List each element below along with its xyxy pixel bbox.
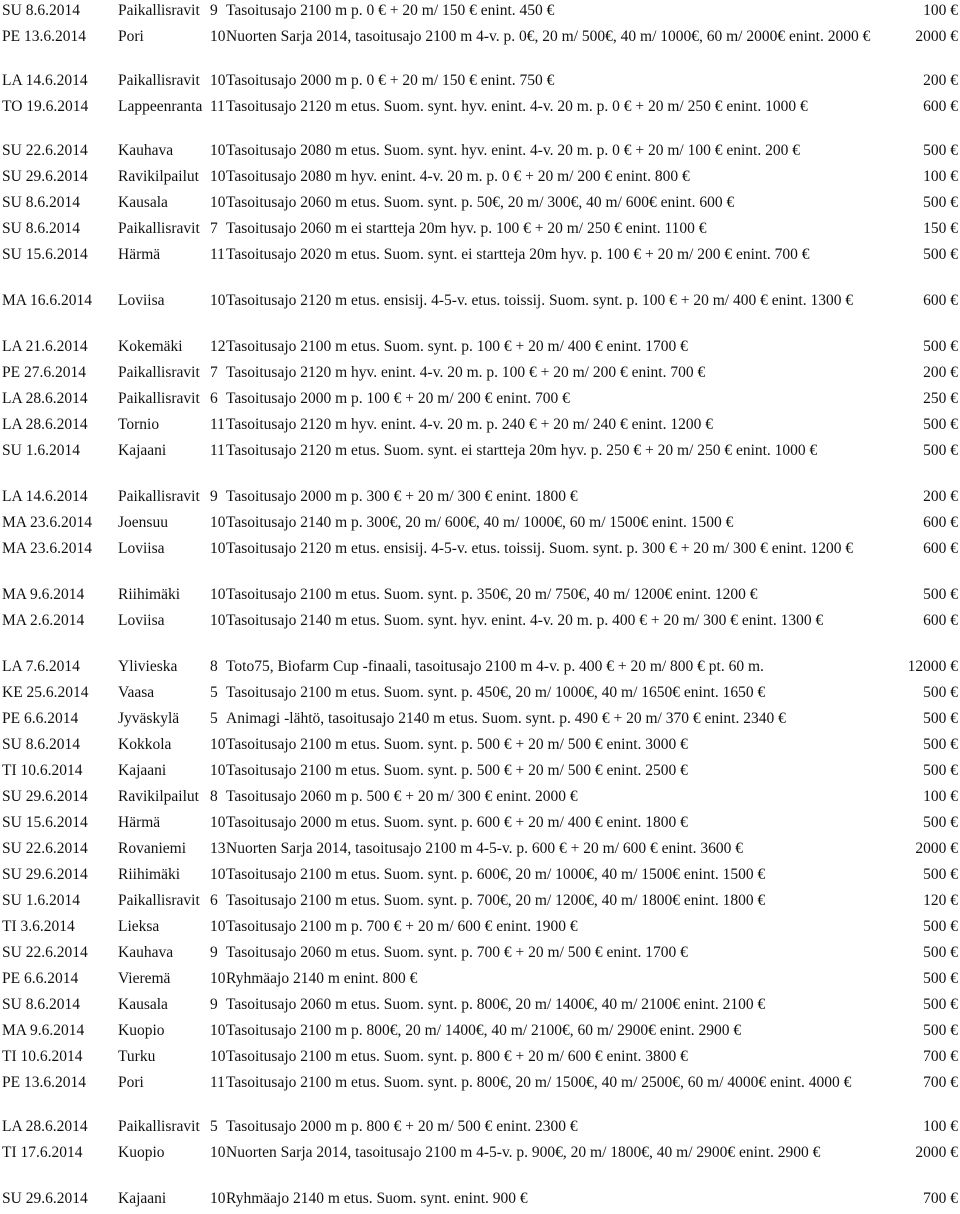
race-description: Tasoitusajo 2100 m p. 0 € + 20 m/ 150 € enint. 450 € [226, 2, 555, 19]
race-count: 8 [210, 658, 218, 675]
race-count: 9 [210, 996, 218, 1013]
race-location: Paikallisravit [118, 72, 200, 89]
race-description: Tasoitusajo 2060 m p. 500 € + 20 m/ 300 € enint. 2000 € [226, 788, 578, 805]
race-prize: 500 € [923, 762, 958, 779]
race-count: 10 [210, 866, 226, 883]
race-location: Kokemäki [118, 338, 183, 355]
race-prize: 700 € [923, 1074, 958, 1091]
race-prize: 600 € [923, 98, 958, 115]
race-description: Tasoitusajo 2060 m etus. Suom. synt. p. 800€, 20 m/ 1400€, 40 m/ 2100€ enint. 2100 € [226, 996, 766, 1013]
race-prize: 500 € [923, 338, 958, 355]
race-count: 10 [210, 28, 226, 45]
race-count: 10 [210, 514, 226, 531]
race-date: SU 1.6.2014 [2, 442, 80, 459]
race-count: 7 [210, 364, 218, 381]
race-prize: 500 € [923, 944, 958, 961]
race-description: Tasoitusajo 2100 m etus. Suom. synt. p. 500 € + 20 m/ 500 € enint. 2500 € [226, 762, 688, 779]
race-description: Ryhmäajo 2140 m etus. Suom. synt. enint. 900 € [226, 1190, 528, 1207]
race-location: Paikallisravit [118, 1118, 200, 1135]
race-description: Tasoitusajo 2000 m p. 300 € + 20 m/ 300 € enint. 1800 € [226, 488, 578, 505]
race-location: Turku [118, 1048, 156, 1065]
race-date: SU 8.6.2014 [2, 220, 80, 237]
race-prize: 200 € [923, 488, 958, 505]
race-date: LA 28.6.2014 [2, 416, 88, 433]
race-date: MA 9.6.2014 [2, 586, 85, 603]
race-prize: 600 € [923, 292, 958, 309]
race-description: Tasoitusajo 2100 m etus. Suom. synt. p. 350€, 20 m/ 750€, 40 m/ 1200€ enint. 1200 € [226, 586, 758, 603]
race-prize: 500 € [923, 996, 958, 1013]
race-count: 11 [210, 416, 225, 433]
race-location: Kauhava [118, 142, 174, 159]
race-date: SU 8.6.2014 [2, 2, 80, 19]
race-location: Loviisa [118, 612, 165, 629]
race-prize: 250 € [923, 390, 958, 407]
race-prize: 500 € [923, 970, 958, 987]
race-location: Pori [118, 28, 144, 45]
race-prize: 200 € [923, 364, 958, 381]
race-date: SU 22.6.2014 [2, 840, 88, 857]
race-date: SU 8.6.2014 [2, 996, 80, 1013]
race-prize: 200 € [923, 72, 958, 89]
race-description: Tasoitusajo 2100 m p. 700 € + 20 m/ 600 € enint. 1900 € [226, 918, 578, 935]
race-location: Härmä [118, 246, 161, 263]
race-count: 11 [210, 98, 225, 115]
race-location: Tornio [118, 416, 160, 433]
race-location: Kajaani [118, 1190, 167, 1207]
race-prize: 100 € [923, 1118, 958, 1135]
race-date: PE 27.6.2014 [2, 364, 86, 381]
race-count: 10 [210, 814, 226, 831]
race-prize: 2000 € [915, 1144, 958, 1161]
race-date: MA 2.6.2014 [2, 612, 85, 629]
race-location: Vieremä [118, 970, 171, 987]
race-date: SU 8.6.2014 [2, 194, 80, 211]
race-description: Tasoitusajo 2120 m etus. Suom. synt. ei startteja 20m hyv. p. 250 € + 20 m/ 250 € enint. 1000 € [226, 442, 818, 459]
race-location: Ravikilpailut [118, 168, 199, 185]
race-date: SU 22.6.2014 [2, 944, 88, 961]
race-prize: 600 € [923, 540, 958, 557]
race-location: Rovaniemi [118, 840, 187, 857]
race-description: Tasoitusajo 2100 m etus. Suom. synt. p. 500 € + 20 m/ 500 € enint. 3000 € [226, 736, 688, 753]
race-description: Tasoitusajo 2000 m p. 100 € + 20 m/ 200 € enint. 700 € [226, 390, 570, 407]
race-description: Tasoitusajo 2100 m etus. Suom. synt. p. 800€, 20 m/ 1500€, 40 m/ 2500€, 60 m/ 4000€ enint. 4000 € [226, 1074, 852, 1091]
race-date: SU 15.6.2014 [2, 246, 88, 263]
race-location: Riihimäki [118, 866, 180, 883]
race-prize: 2000 € [915, 840, 958, 857]
race-prize: 500 € [923, 416, 958, 433]
race-date: TI 17.6.2014 [2, 1144, 83, 1161]
race-date: MA 16.6.2014 [2, 292, 92, 309]
race-location: Riihimäki [118, 586, 180, 603]
race-date: SU 15.6.2014 [2, 814, 88, 831]
race-date: LA 14.6.2014 [2, 488, 88, 505]
race-description: Animagi -lähtö, tasoitusajo 2140 m etus. Suom. synt. p. 490 € + 20 m/ 370 € enint. 2340 € [226, 710, 786, 727]
race-count: 10 [210, 762, 226, 779]
race-description: Tasoitusajo 2000 m p. 800 € + 20 m/ 500 € enint. 2300 € [226, 1118, 578, 1135]
race-prize: 500 € [923, 442, 958, 459]
race-location: Joensuu [118, 514, 168, 531]
race-location: Kuopio [118, 1144, 165, 1161]
race-prize: 12000 € [907, 658, 958, 675]
race-prize: 700 € [923, 1190, 958, 1207]
race-prize: 500 € [923, 710, 958, 727]
race-count: 10 [210, 970, 226, 987]
race-location: Ravikilpailut [118, 788, 199, 805]
race-description: Tasoitusajo 2100 m etus. Suom. synt. p. 600€, 20 m/ 1000€, 40 m/ 1500€ enint. 1500 € [226, 866, 766, 883]
race-date: MA 9.6.2014 [2, 1022, 85, 1039]
race-description: Tasoitusajo 2060 m ei startteja 20m hyv. p. 100 € + 20 m/ 250 € enint. 1100 € [226, 220, 707, 237]
race-description: Tasoitusajo 2120 m etus. ensisij. 4-5-v. etus. toissij. Suom. synt. p. 300 € + 20 m/ 300 € enint. 1200 € [226, 540, 854, 557]
race-location: Ylivieska [118, 658, 178, 675]
race-location: Härmä [118, 814, 161, 831]
race-prize: 500 € [923, 142, 958, 159]
race-location: Jyväskylä [118, 710, 180, 727]
race-date: LA 28.6.2014 [2, 1118, 88, 1135]
race-date: LA 21.6.2014 [2, 338, 88, 355]
race-location: Lappeenranta [118, 98, 203, 115]
race-prize: 700 € [923, 1048, 958, 1065]
race-count: 5 [210, 710, 218, 727]
race-prize: 500 € [923, 814, 958, 831]
race-date: LA 28.6.2014 [2, 390, 88, 407]
race-description: Tasoitusajo 2120 m etus. ensisij. 4-5-v. etus. toissij. Suom. synt. p. 100 € + 20 m/ 400 € enint. 1300 € [226, 292, 854, 309]
race-count: 10 [210, 168, 226, 185]
race-location: Paikallisravit [118, 390, 200, 407]
race-count: 11 [210, 442, 225, 459]
race-location: Loviisa [118, 540, 165, 557]
race-count: 5 [210, 684, 218, 701]
race-count: 7 [210, 220, 218, 237]
race-description: Tasoitusajo 2080 m hyv. enint. 4-v. 20 m. p. 0 € + 20 m/ 200 € enint. 800 € [226, 168, 690, 185]
race-date: LA 14.6.2014 [2, 72, 88, 89]
race-prize: 100 € [923, 2, 958, 19]
race-count: 10 [210, 1022, 226, 1039]
race-count: 6 [210, 390, 218, 407]
race-date: SU 29.6.2014 [2, 866, 88, 883]
race-description: Tasoitusajo 2140 m etus. Suom. synt. hyv. enint. 4-v. 20 m. p. 400 € + 20 m/ 300 € enint. 1300 € [226, 612, 824, 629]
race-location: Paikallisravit [118, 364, 200, 381]
race-count: 10 [210, 1190, 226, 1207]
race-date: LA 7.6.2014 [2, 658, 80, 675]
race-count: 10 [210, 736, 226, 753]
race-description: Tasoitusajo 2120 m hyv. enint. 4-v. 20 m. p. 240 € + 20 m/ 240 € enint. 1200 € [226, 416, 713, 433]
race-location: Paikallisravit [118, 892, 200, 909]
race-location: Vaasa [118, 684, 155, 701]
race-count: 10 [210, 292, 226, 309]
race-prize: 500 € [923, 736, 958, 753]
race-date: MA 23.6.2014 [2, 514, 92, 531]
race-prize: 500 € [923, 586, 958, 603]
race-date: TI 10.6.2014 [2, 762, 83, 779]
race-count: 10 [210, 540, 226, 557]
race-description: Tasoitusajo 2120 m hyv. enint. 4-v. 20 m. p. 100 € + 20 m/ 200 € enint. 700 € [226, 364, 706, 381]
race-date: TI 10.6.2014 [2, 1048, 83, 1065]
race-count: 10 [210, 1048, 226, 1065]
race-date: PE 6.6.2014 [2, 710, 79, 727]
race-location: Kuopio [118, 1022, 165, 1039]
race-count: 10 [210, 1144, 226, 1161]
race-description: Nuorten Sarja 2014, tasoitusajo 2100 m 4-5-v. p. 600 € + 20 m/ 600 € enint. 3600 € [226, 840, 744, 857]
race-count: 11 [210, 1074, 225, 1091]
race-count: 9 [210, 944, 218, 961]
race-prize: 2000 € [915, 28, 958, 45]
race-location: Paikallisravit [118, 488, 200, 505]
race-date: SU 29.6.2014 [2, 788, 88, 805]
race-count: 10 [210, 918, 226, 935]
race-location: Kajaani [118, 442, 167, 459]
race-count: 6 [210, 892, 218, 909]
race-location: Loviisa [118, 292, 165, 309]
race-date: PE 13.6.2014 [2, 1074, 86, 1091]
race-description: Tasoitusajo 2100 m etus. Suom. synt. p. 100 € + 20 m/ 400 € enint. 1700 € [226, 338, 688, 355]
race-description: Tasoitusajo 2060 m etus. Suom. synt. p. 50€, 20 m/ 300€, 40 m/ 600€ enint. 600 € [226, 194, 735, 211]
race-description: Ryhmäajo 2140 m enint. 800 € [226, 970, 418, 987]
race-count: 11 [210, 246, 225, 263]
race-prize: 600 € [923, 514, 958, 531]
race-date: SU 8.6.2014 [2, 736, 80, 753]
race-count: 13 [210, 840, 226, 857]
race-count: 9 [210, 2, 218, 19]
race-location: Kokkola [118, 736, 172, 753]
race-description: Tasoitusajo 2000 m etus. Suom. synt. p. 600 € + 20 m/ 400 € enint. 1800 € [226, 814, 688, 831]
race-count: 10 [210, 612, 226, 629]
race-location: Paikallisravit [118, 220, 200, 237]
race-description: Nuorten Sarja 2014, tasoitusajo 2100 m 4-5-v. p. 900€, 20 m/ 1800€, 40 m/ 2900€ enint. 2900 € [226, 1144, 821, 1161]
race-count: 12 [210, 338, 226, 355]
race-description: Tasoitusajo 2100 m p. 800€, 20 m/ 1400€, 40 m/ 2100€, 60 m/ 2900€ enint. 2900 € [226, 1022, 742, 1039]
race-count: 10 [210, 72, 226, 89]
race-description: Tasoitusajo 2020 m etus. Suom. synt. ei startteja 20m hyv. p. 100 € + 20 m/ 200 € enint. 700 € [226, 246, 810, 263]
race-description: Tasoitusajo 2140 m p. 300€, 20 m/ 600€, 40 m/ 1000€, 60 m/ 1500€ enint. 1500 € [226, 514, 734, 531]
race-prize: 500 € [923, 684, 958, 701]
race-date: PE 13.6.2014 [2, 28, 86, 45]
race-location: Lieksa [118, 918, 160, 935]
race-location: Kausala [118, 996, 168, 1013]
race-count: 9 [210, 488, 218, 505]
race-description: Tasoitusajo 2060 m etus. Suom. synt. p. 700 € + 20 m/ 500 € enint. 1700 € [226, 944, 688, 961]
race-count: 10 [210, 142, 226, 159]
race-prize: 100 € [923, 168, 958, 185]
race-count: 10 [210, 194, 226, 211]
race-description: Tasoitusajo 2100 m etus. Suom. synt. p. 700€, 20 m/ 1200€, 40 m/ 1800€ enint. 1800 € [226, 892, 766, 909]
race-count: 8 [210, 788, 218, 805]
race-description: Tasoitusajo 2100 m etus. Suom. synt. p. 450€, 20 m/ 1000€, 40 m/ 1650€ enint. 1650 € [226, 684, 766, 701]
race-count: 5 [210, 1118, 218, 1135]
race-location: Kausala [118, 194, 168, 211]
race-description: Nuorten Sarja 2014, tasoitusajo 2100 m 4-v. p. 0€, 20 m/ 500€, 40 m/ 1000€, 60 m/ 2000€ enint. 2000 € [226, 28, 871, 45]
race-prize: 120 € [923, 892, 958, 909]
race-date: KE 25.6.2014 [2, 684, 89, 701]
race-date: SU 1.6.2014 [2, 892, 80, 909]
race-location: Kauhava [118, 944, 174, 961]
race-description: Tasoitusajo 2120 m etus. Suom. synt. hyv. enint. 4-v. 20 m. p. 0 € + 20 m/ 250 € enint. 1000 € [226, 98, 808, 115]
race-date: TO 19.6.2014 [2, 98, 89, 115]
race-prize: 500 € [923, 194, 958, 211]
race-date: SU 29.6.2014 [2, 1190, 88, 1207]
race-prize: 500 € [923, 866, 958, 883]
race-location: Kajaani [118, 762, 167, 779]
race-description: Toto75, Biofarm Cup -finaali, tasoitusajo 2100 m 4-v. p. 400 € + 20 m/ 800 € pt. 60 m. [226, 658, 764, 675]
race-date: SU 29.6.2014 [2, 168, 88, 185]
race-description: Tasoitusajo 2080 m etus. Suom. synt. hyv. enint. 4-v. 20 m. p. 0 € + 20 m/ 100 € enint. 200 € [226, 142, 800, 159]
race-description: Tasoitusajo 2000 m p. 0 € + 20 m/ 150 € enint. 750 € [226, 72, 555, 89]
race-date: MA 23.6.2014 [2, 540, 92, 557]
race-location: Paikallisravit [118, 2, 200, 19]
race-date: PE 6.6.2014 [2, 970, 79, 987]
race-date: SU 22.6.2014 [2, 142, 88, 159]
race-prize: 500 € [923, 1022, 958, 1039]
race-prize: 150 € [923, 220, 958, 237]
race-prize: 100 € [923, 788, 958, 805]
race-count: 10 [210, 586, 226, 603]
race-date: TI 3.6.2014 [2, 918, 75, 935]
race-prize: 600 € [923, 612, 958, 629]
race-description: Tasoitusajo 2100 m etus. Suom. synt. p. 800 € + 20 m/ 600 € enint. 3800 € [226, 1048, 688, 1065]
race-prize: 500 € [923, 918, 958, 935]
race-prize: 500 € [923, 246, 958, 263]
race-location: Pori [118, 1074, 144, 1091]
